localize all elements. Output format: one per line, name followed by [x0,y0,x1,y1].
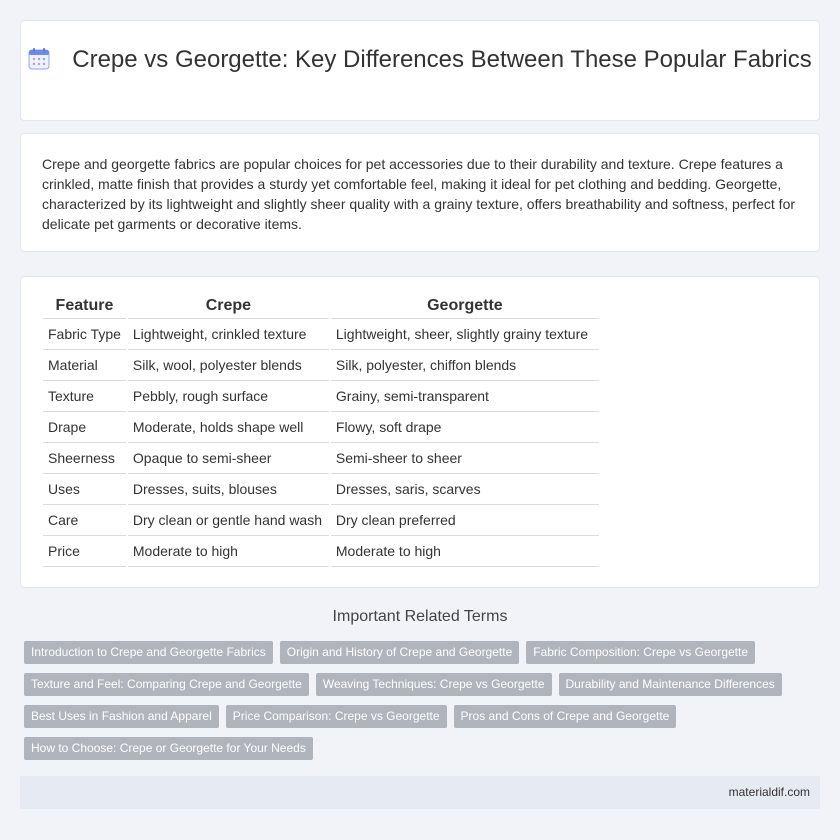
table-row [43,505,599,536]
related-terms-heading: Important Related Terms [332,608,508,625]
related-term-link[interactable]: Origin and History of Crepe and Georgette [280,641,519,664]
calendar-icon [28,48,50,70]
feature-cell: Material [43,350,126,381]
table-row [43,443,599,474]
crepe-cell: Opaque to semi-sheer [128,443,329,474]
georgette-cell: Dresses, saris, scarves [331,474,599,505]
feature-cell: Care [43,505,126,536]
feature-cell: Fabric Type [43,319,126,350]
georgette-cell: Flowy, soft drape [331,412,599,443]
header-feature: Feature [43,294,126,319]
header-crepe: Crepe [128,294,329,319]
georgette-cell: Dry clean preferred [331,505,599,536]
comparison-table [41,294,601,567]
crepe-cell: Moderate to high [128,536,329,567]
feature-cell: Sheerness [43,443,126,474]
related-term-link[interactable]: Fabric Composition: Crepe vs Georgette [526,641,755,664]
related-term-link[interactable]: Durability and Maintenance Differences [559,673,782,696]
related-terms-list [24,641,804,760]
footer-site-name[interactable]: materialdif.com [728,785,810,799]
table-row [43,381,599,412]
georgette-cell: Grainy, semi-transparent [331,381,599,412]
related-term-link[interactable]: Introduction to Crepe and Georgette Fabrics [24,641,273,664]
georgette-cell: Moderate to high [331,536,599,567]
intro-paragraph: Crepe and georgette fabrics are popular choices for pet accessories due to their durability and texture. Crepe features a crinkled, matte finish that provides a sturdy yet comfortable feel, making it ideal for pet clothing and bedding. Georgette, characterized by its lightweight and slightly sheer quality with a grainy texture, offers breathability and softness, perfect for delicate pet garments or decorative items. [42,156,796,232]
crepe-cell: Dresses, suits, blouses [128,474,329,505]
comparison-card [20,276,820,588]
related-term-link[interactable]: Texture and Feel: Comparing Crepe and Georgette [24,673,309,696]
georgette-cell: Lightweight, sheer, slightly grainy texture [331,319,599,350]
table-header-row [43,294,599,319]
page-title-wrap [21,45,819,74]
feature-cell: Drape [43,412,126,443]
feature-cell: Texture [43,381,126,412]
related-term-link[interactable]: How to Choose: Crepe or Georgette for Your Needs [24,737,313,760]
crepe-cell: Pebbly, rough surface [128,381,329,412]
footer [20,776,820,809]
crepe-cell: Silk, wool, polyester blends [128,350,329,381]
table-row [43,536,599,567]
feature-cell: Uses [43,474,126,505]
crepe-cell: Moderate, holds shape well [128,412,329,443]
crepe-cell: Dry clean or gentle hand wash [128,505,329,536]
table-row [43,474,599,505]
crepe-cell: Lightweight, crinkled texture [128,319,329,350]
table-row [43,319,599,350]
georgette-cell: Silk, polyester, chiffon blends [331,350,599,381]
table-row [43,350,599,381]
table-row [43,412,599,443]
title-card [20,20,820,121]
page-title: Crepe vs Georgette: Key Differences Between These Popular Fabrics [72,46,812,73]
related-term-link[interactable]: Price Comparison: Crepe vs Georgette [226,705,447,728]
header-georgette: Georgette [331,294,599,319]
related-term-link[interactable]: Best Uses in Fashion and Apparel [24,705,219,728]
related-term-link[interactable]: Pros and Cons of Crepe and Georgette [454,705,677,728]
intro-card [20,133,820,252]
related-term-link[interactable]: Weaving Techniques: Crepe vs Georgette [316,673,552,696]
georgette-cell: Semi-sheer to sheer [331,443,599,474]
feature-cell: Price [43,536,126,567]
